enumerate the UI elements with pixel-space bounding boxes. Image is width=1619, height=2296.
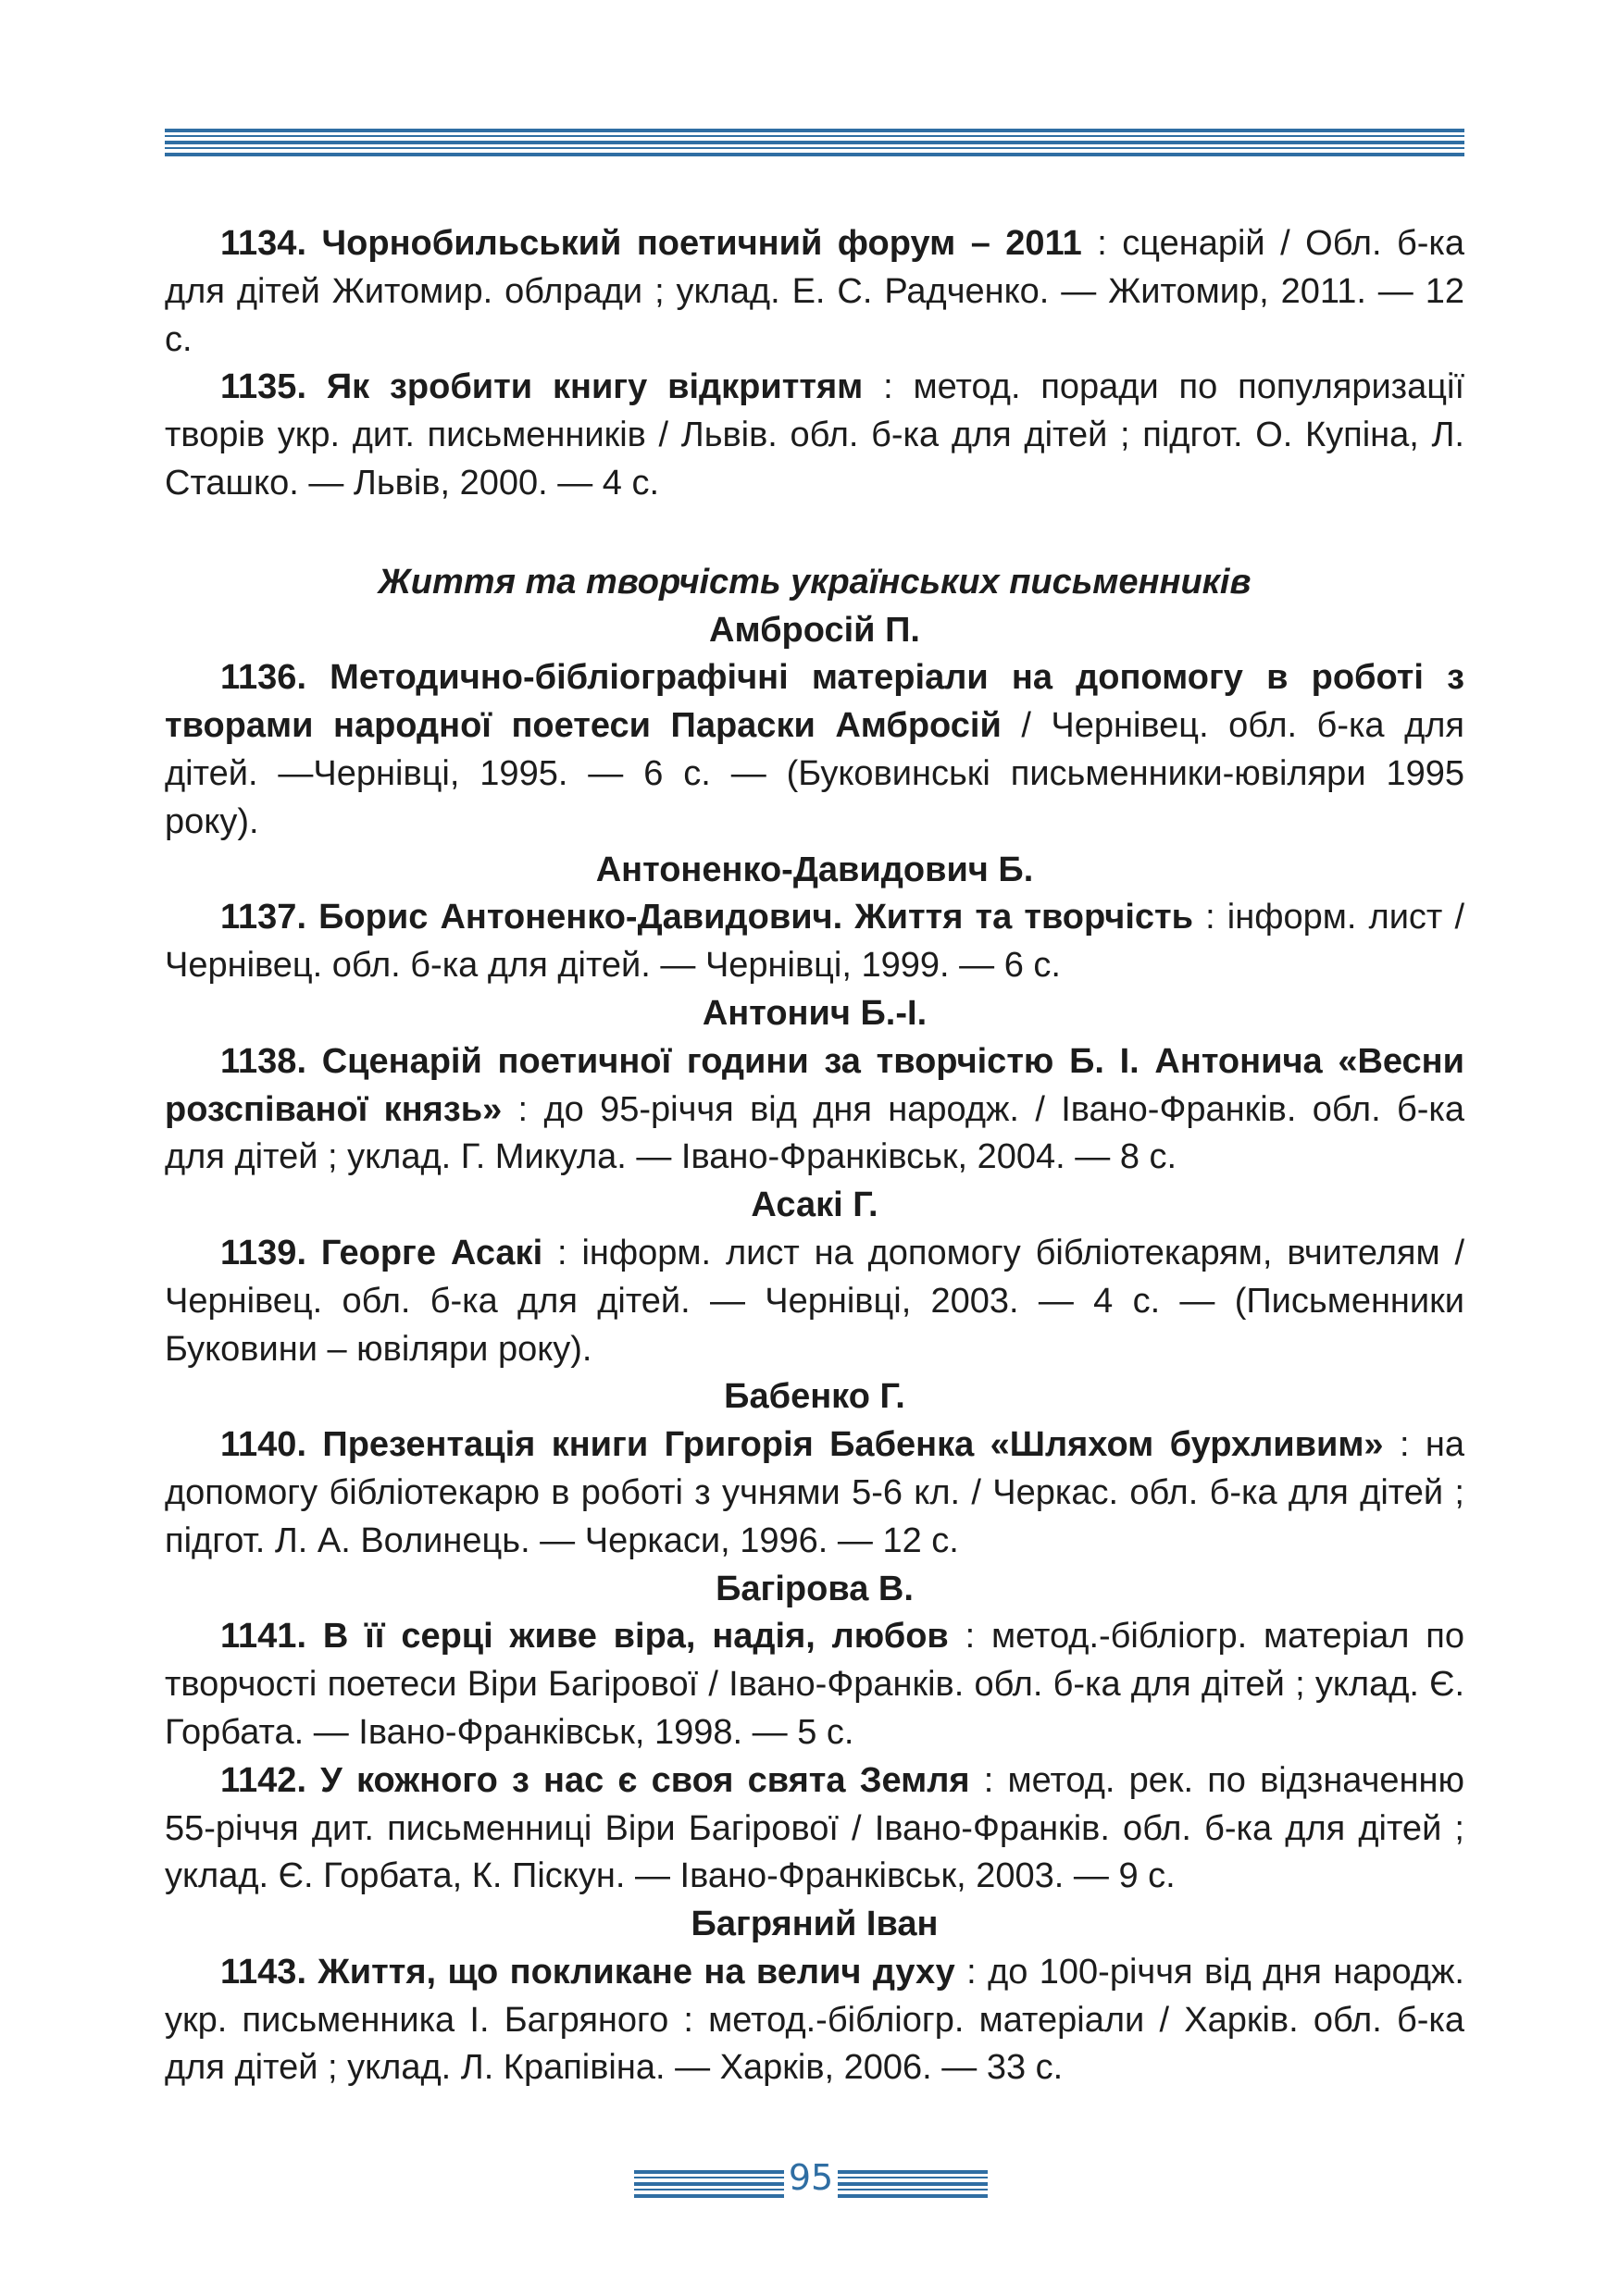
entry-1143 (165, 1949, 1464, 2092)
entry-description: : метод. поради по популяризації творів укр. дит. письменників / Львів. обл. б-ка для дітей ; підгот. О. Купіна, Л. Сташко. — Львів, 2000. — 4 с. (165, 367, 1464, 503)
entry-1137 (165, 894, 1464, 990)
entry-1141 (165, 1613, 1464, 1756)
entry-1135 (165, 364, 1464, 507)
author-heading: Бабенко Г. (724, 1377, 905, 1417)
entry-description: : на допомогу бібліотекарю в роботі з учнями 5-6 кл. / Черкас. обл. б-ка для дітей ; підгот. Л. А. Волинець. — Черкаси, 1996. — 12 с. (165, 1425, 1464, 1560)
header-rule (165, 129, 1464, 159)
author-heading: Асакі Г. (751, 1185, 878, 1225)
entry-title: Георге Асакі (320, 1233, 543, 1272)
entry-title: Презентація книги Григорія Бабенка «Шляхом бурхливим» (322, 1425, 1384, 1465)
entry-number: 1139. (220, 1233, 306, 1272)
entry-number: 1140. (220, 1425, 306, 1465)
entry-description: : інформ. лист / Чернівец. обл. б-ка для дітей. — Чернівці, 1999. — 6 с. (165, 898, 1464, 986)
entry-number: 1138. (220, 1041, 306, 1081)
entry-title: Борис Антоненко-Давидович. Життя та творчість (318, 898, 1194, 937)
entry-number: 1134. (220, 224, 306, 263)
entry-description: : до 95-річчя від дня народж. / Івано-Франків. обл. б-ка для дітей ; уклад. Г. Микула. — Івано-Франківськ, 2004. — 8 с. (165, 1089, 1464, 1177)
entry-number: 1143. (220, 1952, 306, 1992)
section-title: Життя та творчість українських письменників (378, 562, 1252, 602)
entry-title: Методично-бібліографічні матеріали на допомогу в роботі з творами народної поетеси Параски Амбросій (165, 658, 1464, 746)
entry-number: 1135. (220, 367, 306, 407)
entry-description: : метод. рек. по відзначенню 55-річчя дит. письменниці Віри Багірової / Івано-Франків. обл. б-ка для дітей ; уклад. Є. Горбата, К. Піскун. — Івано-Франківськ, 2003. — 9 с. (165, 1760, 1465, 1896)
entry-number: 1137. (220, 898, 306, 937)
footer-rule-left (634, 2170, 784, 2201)
entry-1140 (165, 1421, 1464, 1565)
entry-description: / Чернівец. обл. б-ка для дітей. —Чернівці, 1995. — 6 с. — (Буковинські письменники-ювіляри 1995 року). (165, 706, 1464, 841)
author-heading: Антоненко-Давидович Б. (595, 850, 1034, 889)
entry-number: 1136. (220, 658, 306, 698)
page-number: 95 (788, 2157, 834, 2198)
entry-description: : сценарій / Обл. б-ка для дітей Житомир. облради ; уклад. Е. С. Радченко. — Житомир, 2011. — 12 с. (165, 224, 1465, 359)
entry-description: : до 100-річчя від дня народж. укр. письменника І. Багряного : метод.-бібліогр. матеріали / Харків. обл. б-ка для дітей ; уклад. Л. Крапівіна. — Харків, 2006. — 33 с. (165, 1952, 1464, 2088)
author-heading: Антонич Б.-І. (702, 993, 928, 1033)
entry-title: Чорнобильський поетичний форум – 2011 (321, 224, 1082, 263)
entry-title: Сценарій поетичної години за творчістю Б. І. Антонича «Весни розспіваної князь» (165, 1041, 1464, 1129)
entry-1134 (165, 220, 1464, 364)
entry-1139 (165, 1230, 1464, 1373)
entry-title: Як зробити книгу відкриттям (326, 367, 864, 407)
footer-rule-right (838, 2170, 988, 2201)
author-heading: Амбросій П. (709, 610, 920, 650)
page-footer (0, 2152, 1619, 2207)
entry-description: : інформ. лист на допомогу бібліотекарям, вчителям / Чернівец. обл. б-ка для дітей. — Чернівці, 2003. — 4 с. — (Письменники Буковини – ювіляри року). (165, 1233, 1465, 1369)
entry-1136 (165, 654, 1464, 846)
author-heading: Багірова В. (716, 1569, 914, 1608)
entry-title: У кожного з нас є своя свята Земля (320, 1760, 970, 1800)
entry-1138 (165, 1038, 1464, 1182)
entry-number: 1142. (220, 1760, 306, 1800)
author-heading: Багряний Іван (691, 1905, 939, 1944)
entry-1142 (165, 1757, 1464, 1901)
entry-title: Життя, що покликане на велич духу (318, 1952, 955, 1992)
page-body (165, 220, 1464, 2092)
entry-number: 1141. (220, 1617, 306, 1657)
entry-title: В її серці живе віра, надія, любов (322, 1617, 949, 1657)
entry-description: : метод.-бібліогр. матеріал по творчості поетеси Віри Багірової / Івано-Франків. обл. б-ка для дітей ; уклад. Є. Горбата. — Івано-Франківськ, 1998. — 5 с. (165, 1617, 1465, 1752)
